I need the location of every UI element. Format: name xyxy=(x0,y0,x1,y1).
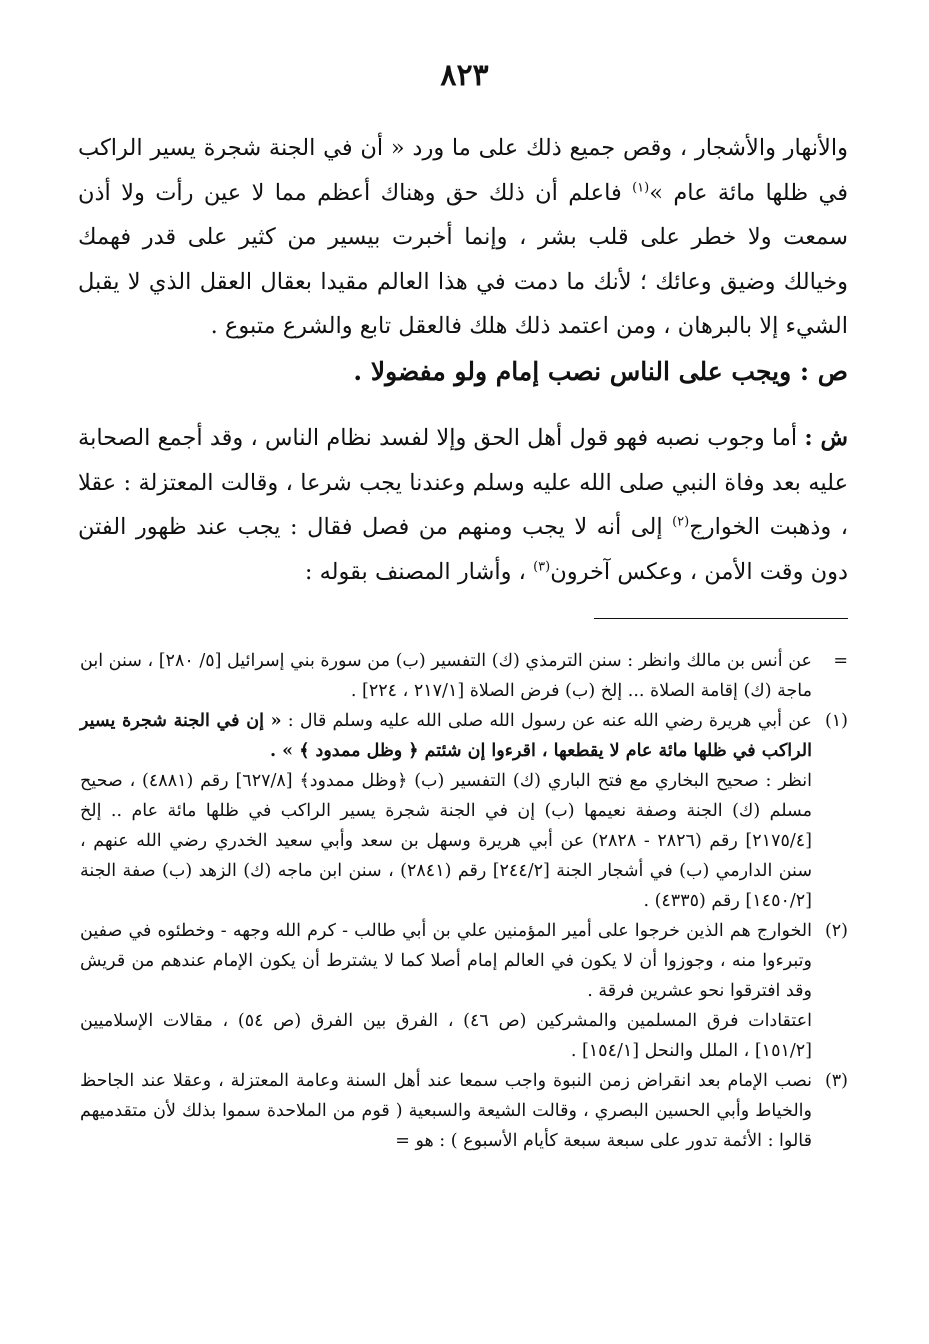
commentary-marker: ش : xyxy=(804,425,848,451)
footnote-line: الخوارج هم الذين خرجوا على أمير المؤمنين علي بن أبي طالب - كرم الله وجهه - وخطئوه في صفين وتبرءوا منه ، وجوزوا أن لا يكون في العالم إمام أصلا كما لا يشترط أن يكون الإمام عندهم من قريش وقد افترقوا نحو عشرين فرقة . xyxy=(80,921,812,1001)
footnote-hadith xyxy=(80,706,812,766)
page-number: ٨٢٣ xyxy=(440,58,489,93)
footnote-line: اعتقادات فرق المسلمين والمشركين (ص ٤٦) ، الفرق بين الفرق (ص ٥٤) ، مقالات الإسلاميين [١٥١/٢] ، الملل والنحل [١٥٤/١] . xyxy=(80,1011,812,1061)
footnote-separator xyxy=(594,618,848,619)
footnote-line: انظر : صحيح البخاري مع فتح الباري (ك) التفسير (ب) ﴿وظل ممدود﴾ [٦٢٧/٨] رقم (٤٨٨١) ، صحيح مسلم (ك) الجنة وصفة نعيمها (ب) إن في الجنة شجرة يسير الراكب في ظلها مائة عام .. إلخ [٢١٧٥/٤] رقم (٢٨٢٦ - ٢٨٢٨) عن أبي هريرة وسهل بن سعد وأبي سعيد الخدري رضي الله عنهم ، سنن الدارمي (ب) في أشجار الجنة [٢٤٤/٢] رقم (٢٨٤١) ، سنن ابن ماجه (ك) الزهد (ب) صفة الجنة [١٤٥٠/٢] رقم (٤٣٣٥) . xyxy=(80,771,813,911)
main-paragraph xyxy=(78,126,848,349)
footnote-line: نصب الإمام بعد انقراض زمن النبوة واجب سمعا عند أهل السنة وعامة المعتزلة ، وعقلا عند الجاحظ والخياط وأبي الحسين البصري ، وقالت الشيعة والسبعية ( قوم من الملاحدة سموا بذلك لأن متقدميهم قالوا : الأئمة تدور على سبعة سبعة كأيام الأسبوع ) : هو = xyxy=(80,1071,812,1151)
footnote-label: (١) xyxy=(824,711,848,731)
commentary-part2: إلى أنه لا يجب ومنهم من فصل فقال : يجب عند ظهور الفتن دون وقت الأمن ، وعكس آخرون xyxy=(78,514,848,585)
footnote-continuation xyxy=(80,646,848,706)
commentary-part1: أما وجوب نصبه فهو قول أهل الحق وإلا لفسد نظام الناس ، وقد أجمع الصحابة عليه بعد وفاة النبي صلى الله عليه وسلم وعندنا يجب شرعا ، وقالت المعتزلة : عقلا ، وذهبت الخوارج xyxy=(78,425,848,540)
footnote-2 xyxy=(80,916,848,1066)
commentary-part3: ، وأشار المصنف بقوله : xyxy=(304,558,534,585)
footnote-label: (٢) xyxy=(824,921,848,941)
commentary-text xyxy=(78,416,848,594)
main-text xyxy=(78,126,848,349)
main-paragraph-part1: والأنهار والأشجار ، وقص جميع ذلك على ما ورد « أن في الجنة شجرة يسير الراكب في ظلها مائة عام » xyxy=(78,135,848,206)
footnote-hadith-intro: عن أبي هريرة رضي الله عنه عن رسول الله صلى الله عليه وسلم قال : xyxy=(281,711,812,731)
commentary-paragraph xyxy=(78,416,848,594)
hadith-text: « إن في الجنة شجرة يسير الراكب في ظلها مائة عام لا يقطعها ، اقرءوا إن شئتم ﴿ وظل ممدود ﴾ » . xyxy=(80,711,812,761)
footnotes xyxy=(80,646,848,1156)
footnote-3 xyxy=(80,1066,848,1156)
footnote-ref-2[interactable]: (٢) xyxy=(672,514,690,530)
footnote-line: عن أنس بن مالك وانظر : سنن الترمذي (ك) التفسير (ب) من سورة بني إسرائيل [٥/ ٢٨٠] ، سنن ابن ماجة (ك) إقامة الصلاة ... إلخ (ب) فرض الصلاة [٢١٧/١ ، ٢٢٤] . xyxy=(80,651,812,701)
footnote-label: (٣) xyxy=(824,1071,848,1091)
footnote-label: = xyxy=(833,651,848,671)
main-paragraph-part2: فاعلم أن ذلك حق وهناك أعظم مما لا عين رأت ولا أذن سمعت ولا خطر على قلب بشر ، وإنما أخبرت بيسير من كثير على قدر فهمك وخيالك وضيق وعائك ؛ لأنك ما دمت في هذا العالم مقيدا بعقال العقل الذي لا يقبل الشيء إلا بالبرهان ، ومن اعتمد ذلك هلك فالعقل تابع والشرع متبوع . xyxy=(78,179,848,339)
matn-heading: ص : ويجب على الناس نصب إمام ولو مفضولا . xyxy=(353,357,848,386)
footnote-ref-3[interactable]: (٣) xyxy=(533,559,551,574)
footnote-1 xyxy=(80,706,848,916)
footnote-ref-1[interactable]: (١) xyxy=(632,180,650,195)
